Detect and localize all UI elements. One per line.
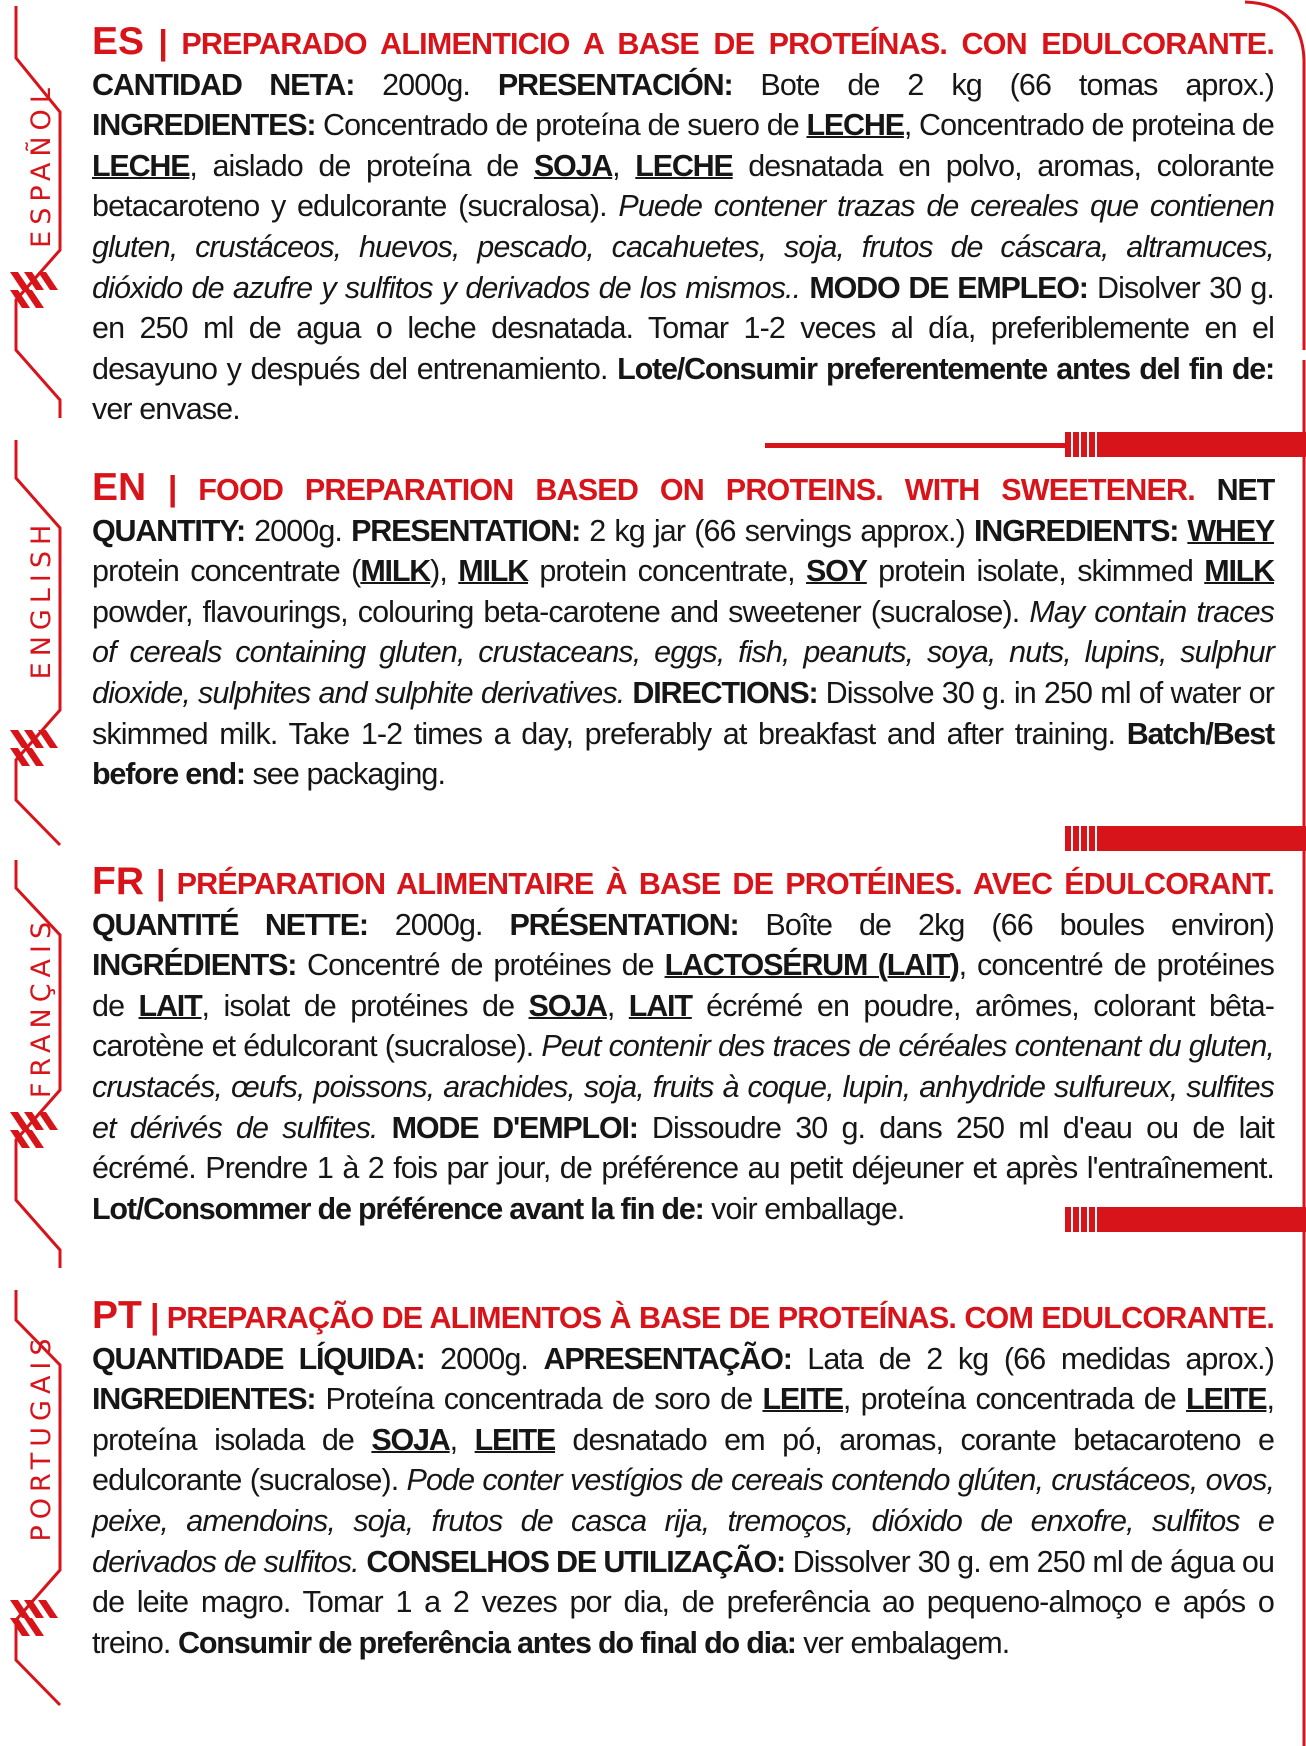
ingredients-text: protein isolate, skimmed — [878, 554, 1193, 589]
ingredients-label: INGREDIENTES: — [92, 108, 316, 143]
directions-label: CONSELHOS DE UTILIZAÇÃO: — [366, 1544, 785, 1579]
batch: voir emballage. — [711, 1191, 905, 1226]
ingredients-label: INGREDIENTS: — [974, 513, 1179, 548]
language-code: PT — [92, 1294, 142, 1337]
directions-label: MODO DE EMPLEO: — [809, 270, 1088, 305]
ingredients-text: powder, flavourings, colouring beta-carotene and sweetener (sucralose). — [92, 594, 1020, 629]
allergen: LECHE — [806, 108, 904, 143]
directions: Disolver 30 g. en 250 ml de agua o leche desnatada. Tomar 1-2 veces al día, preferiblemente en el desayuno y después del entrenamiento. — [92, 270, 1275, 386]
batch-label: Lote/Consumir preferentemente antes del fin de: — [617, 351, 1275, 386]
section-fr — [92, 862, 1274, 1229]
language-code: EN — [92, 466, 147, 509]
allergen: SOJA — [528, 988, 607, 1023]
ingredients-text: Concentrado de proteína de suero de — [322, 108, 799, 143]
language-label-es: ESPAÑOL — [26, 82, 57, 248]
net-quantity-label: QUANTITÉ NETTE: — [92, 907, 368, 942]
directions: Dissolver 30 g. em 250 ml de água ou de leite magro. Tomar 1 a 2 vezes por dia, de preferência ao pequeno-almoço e após o treino. — [92, 1544, 1275, 1660]
section-es — [92, 22, 1274, 430]
allergen: LAIT — [138, 988, 202, 1023]
directions-label: MODE D'EMPLOI: — [391, 1110, 638, 1145]
directions: Dissoudre 30 g. dans 250 ml d'eau ou de lait écrémé. Prendre 1 à 2 fois par jour, de préférence au petit déjeuner et après l'entraînement. — [92, 1110, 1274, 1186]
allergen: LAIT — [628, 988, 692, 1023]
section-es-text — [92, 22, 1274, 430]
net-quantity-label: QUANTIDADE LÍQUIDA: — [92, 1341, 425, 1376]
separator: | — [155, 864, 165, 902]
section-pt — [92, 1296, 1274, 1663]
ingredients-text: , concentré de protéines de — [92, 948, 1274, 1023]
ingredients-text: , — [449, 1422, 458, 1457]
ingredients-text: protein concentrate ( — [92, 554, 361, 589]
traces-warning: Puede contener trazas de cereales que contienen gluten, crustáceos, huevos, pescado, cacahuetes, soja, frutos de cáscara, altramuces, dióxido de azufre y sulfitos y derivados de los mismos.. — [92, 189, 1275, 305]
net-quantity: 2000g. — [394, 907, 483, 942]
net-quantity: 2000g. — [440, 1341, 528, 1376]
ingredients-label: INGREDIENTES: — [92, 1382, 316, 1417]
ingredients-text: ), — [430, 554, 447, 589]
language-label-fr: FRANÇAIS — [26, 915, 57, 1099]
ingredients-text: écrémé en poudre, arômes, colorant bêta-carotène et édulcorant (sucralose). — [92, 988, 1274, 1064]
allergen: MILK — [360, 554, 431, 589]
allergen: LEITE — [762, 1382, 843, 1417]
net-quantity-label: NET QUANTITY: — [92, 473, 1275, 548]
ingredients-text: Concentré de protéines de — [307, 948, 654, 983]
ingredients-text: , proteína isolada de — [92, 1382, 1275, 1457]
ingredients-text: desnatado em pó, aromas, corante betacaroteno e edulcorante (sucralose). — [92, 1422, 1275, 1498]
allergen: SOJA — [533, 148, 613, 183]
language-code: ES — [92, 20, 145, 63]
section-pt-text — [92, 1296, 1274, 1663]
directions-label: DIRECTIONS: — [632, 675, 818, 710]
batch: see packaging. — [252, 757, 446, 792]
presentation: 2 kg jar (66 servings approx.) — [589, 513, 965, 548]
directions: Dissolve 30 g. in 250 ml of water or skimmed milk. Take 1-2 times a day, preferably at breakfast and after training. — [92, 675, 1274, 751]
allergen: SOY — [806, 554, 867, 589]
batch: ver embalagem. — [803, 1625, 1010, 1660]
ingredients-text: , — [612, 148, 620, 183]
ingredients-text: protein concentrate, — [539, 554, 795, 589]
ingredients-text: , Concentrado de proteina de — [903, 108, 1274, 143]
batch: ver envase. — [92, 392, 240, 427]
traces-warning: Peut contenir des traces de céréales contenant du gluten, crustacés, œufs, poissons, arachides, soja, fruits à coque, lupin, anhydride sulfureux, sulfites et dérivés de sulfites. — [92, 1029, 1274, 1145]
allergen: SOJA — [371, 1422, 450, 1457]
section-en — [92, 468, 1274, 795]
batch-label: Lot/Consommer de préférence avant la fin de: — [92, 1191, 704, 1226]
net-quantity: 2000g. — [382, 67, 470, 102]
presentation-label: APRESENTAÇÃO: — [543, 1341, 792, 1376]
allergen: LEITE — [474, 1422, 556, 1457]
allergen: WHEY — [1187, 513, 1275, 548]
presentation: Lata de 2 kg (66 medidas aprox.) — [807, 1341, 1274, 1376]
ingredients-text: , isolat de protéines de — [201, 988, 515, 1023]
presentation-label: PRESENTATION: — [351, 513, 581, 548]
separator: | — [149, 1298, 159, 1336]
section-en-text — [92, 468, 1274, 795]
ingredients-text: Proteína concentrada de soro de — [325, 1382, 753, 1417]
allergen: MILK — [1204, 554, 1274, 589]
allergen: LACTOSÉRUM (LAIT) — [664, 948, 959, 983]
presentation-label: PRÉSENTATION: — [509, 907, 739, 942]
ingredients-text: , proteína concentrada de — [842, 1382, 1176, 1417]
allergen: MILK — [458, 554, 529, 589]
batch-label: Batch/Best before end: — [92, 716, 1275, 792]
presentation: Bote de 2 kg (66 tomas aprox.) — [760, 67, 1274, 102]
presentation-label: PRESENTACIÓN: — [497, 67, 733, 102]
allergen: LEITE — [1186, 1382, 1267, 1417]
ingredients-text: desnatada en polvo, aromas, colorante betacaroteno y edulcorante (sucralosa). — [92, 148, 1274, 224]
net-quantity-label: CANTIDAD NETA: — [92, 67, 355, 102]
traces-warning: Pode conter vestígios de cereais contendo glúten, crustáceos, ovos, peixe, amendoins, soja, frutos de casca rija, tremoços, dióxido de enxofre, sulfitos e derivados de sulfitos. — [92, 1463, 1275, 1579]
separator: | — [167, 470, 177, 508]
product-heading: FOOD PREPARATION BASED ON PROTEINS. WITH SWEETENER. — [198, 473, 1195, 507]
ingredients-text: , — [606, 988, 615, 1023]
ingredients-label: INGRÉDIENTS: — [92, 948, 297, 983]
ingredients-text: , aislado de proteína de — [189, 148, 519, 183]
language-label-en: ENGLISH — [26, 518, 57, 680]
traces-warning: May contain traces of cereals containing gluten, crustaceans, eggs, fish, peanuts, soya, nuts, lupins, sulphur dioxide, sulphites and sulphite derivatives. — [92, 594, 1275, 710]
language-code: FR — [92, 860, 144, 903]
batch-label: Consumir de preferência antes do final do dia: — [178, 1625, 796, 1660]
net-quantity: 2000g. — [254, 513, 342, 548]
allergen: LECHE — [92, 148, 190, 183]
language-label-pt: PORTUGAIS — [26, 1332, 57, 1542]
presentation: Boîte de 2kg (66 boules environ) — [765, 907, 1275, 942]
product-heading: PREPARADO ALIMENTICIO A BASE DE PROTEÍNAS. CON EDULCORANTE. — [181, 27, 1275, 61]
section-fr-text — [92, 862, 1274, 1229]
product-heading: PRÉPARATION ALIMENTAIRE À BASE DE PROTÉINES. AVEC ÉDULCORANT. — [176, 867, 1275, 901]
separator: | — [158, 24, 168, 62]
allergen: LECHE — [635, 148, 733, 183]
product-heading: PREPARAÇÃO DE ALIMENTOS À BASE DE PROTEÍNAS. COM EDULCORANTE. — [166, 1301, 1275, 1335]
